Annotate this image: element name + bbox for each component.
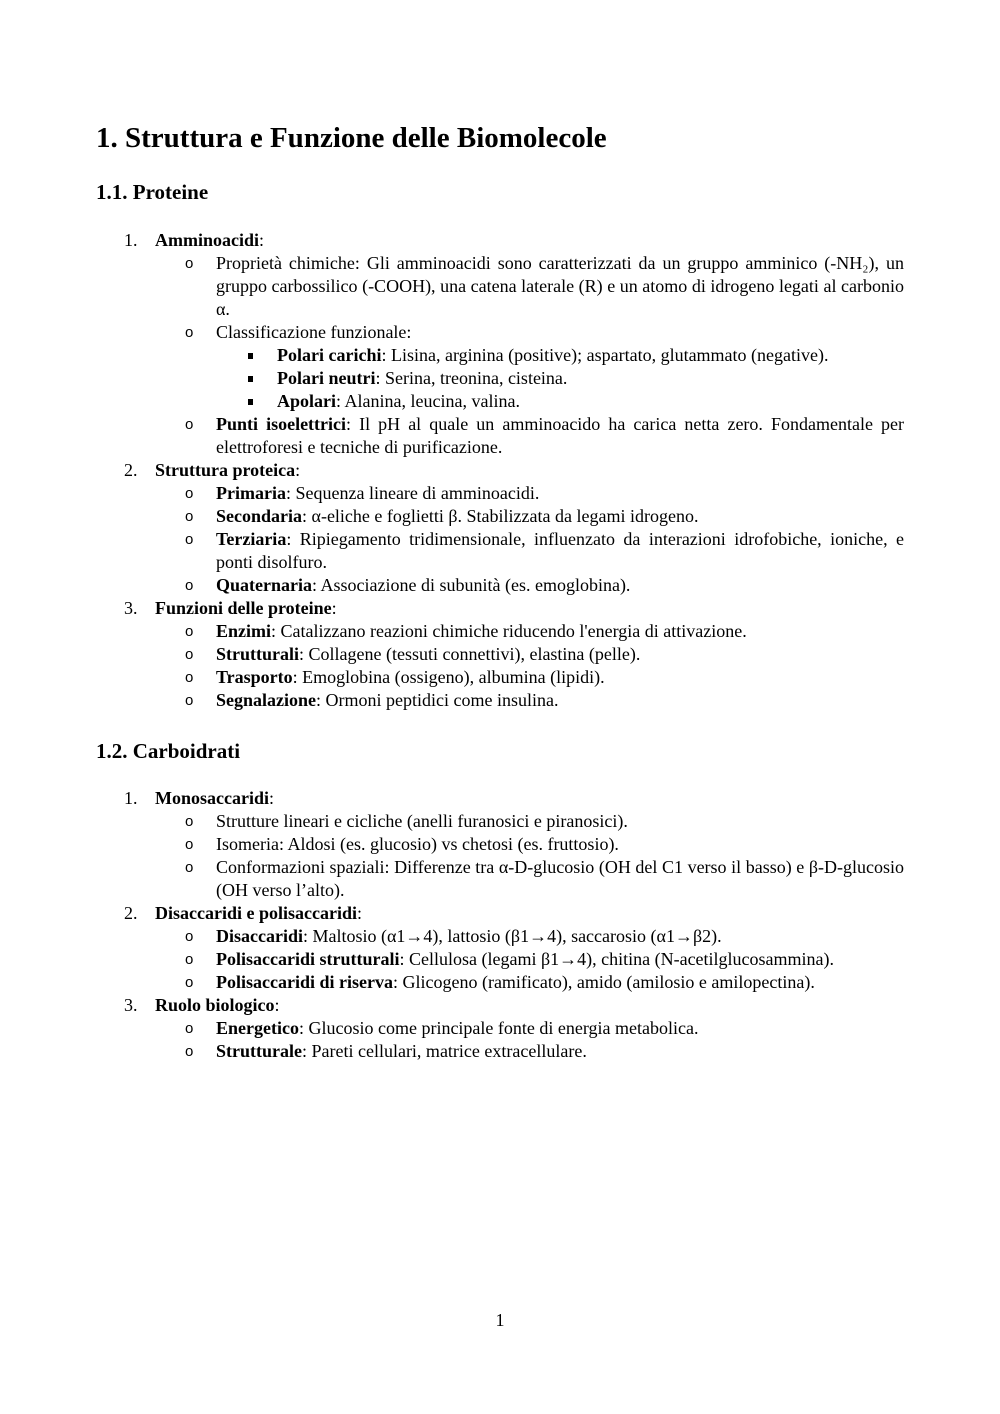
item-number: 3. xyxy=(124,995,138,1015)
item-title-text: Disaccaridi e polisaccaridi xyxy=(155,903,357,923)
list-item-text xyxy=(216,1040,904,1063)
list-item xyxy=(0,666,1000,689)
numbered-item xyxy=(0,459,1000,482)
nested-list-item xyxy=(0,367,1000,390)
page-number: 1 xyxy=(495,1310,505,1330)
bold-label: Quaternaria xyxy=(216,575,312,595)
item-title-colon: : xyxy=(295,460,301,480)
circle-bullet-icon: o xyxy=(185,623,194,640)
list-item xyxy=(0,1040,1000,1063)
list-item-text xyxy=(216,1017,904,1040)
item-title-colon: : xyxy=(274,995,280,1015)
bold-label: Polisaccaridi di riserva xyxy=(216,972,393,992)
list-item-text xyxy=(216,321,904,344)
item-text: : Alanina, leucina, valina. xyxy=(336,391,520,411)
square-bullet-icon xyxy=(248,399,253,405)
square-bullet-icon xyxy=(248,376,253,382)
circle-bullet-icon: o xyxy=(185,531,194,548)
list-item-text xyxy=(216,413,904,459)
list-item xyxy=(0,505,1000,528)
page-title: 1. Struttura e Funzione delle Biomolecole xyxy=(96,122,607,154)
item-text: : Catalizzano reazioni chimiche riducendo l'energia di attivazione. xyxy=(271,621,747,641)
list-item-text xyxy=(216,948,904,971)
circle-bullet-icon: o xyxy=(185,1043,194,1060)
list-item xyxy=(0,810,1000,833)
circle-bullet-icon: o xyxy=(185,669,194,686)
list-item-text xyxy=(216,528,904,574)
item-title xyxy=(155,597,1000,620)
bold-label: Segnalazione xyxy=(216,690,317,710)
list-item-text xyxy=(216,925,904,948)
item-text: : Serina, treonina, cisteina. xyxy=(375,368,568,388)
numbered-item xyxy=(0,994,1000,1017)
section-heading-carboidrati: 1.2. Carboidrati xyxy=(96,739,241,763)
list-item xyxy=(0,482,1000,505)
list-item xyxy=(0,856,1000,902)
list-item-text xyxy=(216,971,904,994)
list-item-text xyxy=(216,252,904,321)
circle-bullet-icon: o xyxy=(185,951,194,968)
circle-bullet-icon: o xyxy=(185,508,194,525)
item-text: Strutture lineari e cicliche (anelli furanosici e piranosici). xyxy=(216,811,628,831)
bold-label: Strutturali xyxy=(216,644,299,664)
item-text: : Cellulosa (legami β1→4), chitina (N-acetilglucosammina). xyxy=(399,949,835,969)
bold-label: Polari carichi xyxy=(277,345,382,365)
item-text: : Pareti cellulari, matrice extracellulare. xyxy=(301,1041,587,1061)
item-text: : Il pH al quale un amminoacido ha carica netta zero. Fondamentale per elettroforesi e tecniche di purificazione. xyxy=(216,414,904,457)
item-title-text: Ruolo biologico xyxy=(155,995,275,1015)
list-item xyxy=(0,1017,1000,1040)
item-text: : α-eliche e foglietti β. Stabilizzata da legami idrogeno. xyxy=(302,506,699,526)
item-title-text: Amminoacidi xyxy=(155,230,260,250)
item-text: : Ormoni peptidici come insulina. xyxy=(316,690,559,710)
item-text: : Ripiegamento tridimensionale, influenzato da interazioni idrofobiche, ioniche, e ponti disolfuro. xyxy=(216,529,904,572)
item-title-text: Monosaccaridi xyxy=(155,788,269,808)
bold-label: Energetico xyxy=(216,1018,299,1038)
circle-bullet-icon: o xyxy=(185,928,194,945)
circle-bullet-icon: o xyxy=(185,646,194,663)
circle-bullet-icon: o xyxy=(185,974,194,991)
list-item xyxy=(0,574,1000,597)
list-item-text xyxy=(216,666,904,689)
nested-list-item-text xyxy=(277,344,904,367)
item-title-colon: : xyxy=(259,230,265,250)
bold-label: Punti isoelettrici xyxy=(216,414,347,434)
nested-list-item xyxy=(0,390,1000,413)
item-text: : Emoglobina (ossigeno), albumina (lipidi). xyxy=(292,667,605,687)
list-item xyxy=(0,413,1000,459)
bold-label: Polari neutri xyxy=(277,368,376,388)
nested-list-item-text xyxy=(277,367,904,390)
item-title-colon: : xyxy=(356,903,362,923)
item-title xyxy=(155,787,1000,810)
item-number: 1. xyxy=(124,788,138,808)
item-title-text: Struttura proteica xyxy=(155,460,296,480)
item-text: Proprietà chimiche: Gli amminoacidi sono caratterizzati da un gruppo amminico (-NH₂), un gruppo carbossilico (-COOH), una catena laterale (R) e un atomo di idrogeno legati al carbonio α. xyxy=(216,253,904,319)
circle-bullet-icon: o xyxy=(185,485,194,502)
item-number: 2. xyxy=(124,460,138,480)
bold-label: Apolari xyxy=(277,391,337,411)
bold-label: Terziaria xyxy=(216,529,287,549)
item-text: : Sequenza lineare di amminoacidi. xyxy=(285,483,540,503)
section-heading-proteine: 1.1. Proteine xyxy=(96,180,209,204)
item-text: : Maltosio (α1→4), lattosio (β1→4), saccarosio (α1→β2). xyxy=(303,926,722,946)
circle-bullet-icon: o xyxy=(185,1020,194,1037)
list-item-text xyxy=(216,505,904,528)
circle-bullet-icon: o xyxy=(185,416,194,433)
list-item xyxy=(0,689,1000,712)
list-item xyxy=(0,833,1000,856)
circle-bullet-icon: o xyxy=(185,577,194,594)
item-title-colon: : xyxy=(331,598,337,618)
section-list-carboidrati xyxy=(0,787,1000,1063)
item-text: : Collagene (tessuti connettivi), elastina (pelle). xyxy=(299,644,641,664)
bold-label: Polisaccaridi strutturali xyxy=(216,949,400,969)
list-item-text xyxy=(216,856,904,902)
circle-bullet-icon: o xyxy=(185,324,194,341)
bold-label: Trasporto xyxy=(216,667,293,687)
item-number: 3. xyxy=(124,598,138,618)
bold-label: Secondaria xyxy=(216,506,303,526)
bold-label: Disaccaridi xyxy=(216,926,303,946)
circle-bullet-icon: o xyxy=(185,813,194,830)
bold-label: Enzimi xyxy=(216,621,272,641)
circle-bullet-icon: o xyxy=(185,836,194,853)
list-item-text xyxy=(216,620,904,643)
item-title xyxy=(155,902,1000,925)
list-item xyxy=(0,321,1000,344)
list-item xyxy=(0,620,1000,643)
item-title xyxy=(155,229,1000,252)
list-item xyxy=(0,971,1000,994)
list-item xyxy=(0,252,1000,321)
item-text: : Associazione di subunità (es. emoglobina). xyxy=(312,575,631,595)
nested-list-item-text xyxy=(277,390,904,413)
bold-label: Strutturale xyxy=(216,1041,302,1061)
bold-label: Primaria xyxy=(216,483,286,503)
circle-bullet-icon: o xyxy=(185,859,194,876)
numbered-item xyxy=(0,229,1000,252)
item-number: 1. xyxy=(124,230,138,250)
list-item-text xyxy=(216,689,904,712)
list-item xyxy=(0,925,1000,948)
list-item-text xyxy=(216,574,904,597)
numbered-item xyxy=(0,902,1000,925)
item-title xyxy=(155,459,1000,482)
item-text: : Glucosio come principale fonte di energia metabolica. xyxy=(298,1018,699,1038)
item-title-text: Funzioni delle proteine xyxy=(155,598,332,618)
item-title xyxy=(155,994,1000,1017)
square-bullet-icon xyxy=(248,353,253,359)
list-item-text xyxy=(216,643,904,666)
list-item xyxy=(0,948,1000,971)
numbered-item xyxy=(0,787,1000,810)
item-text: : Lisina, arginina (positive); aspartato, glutammato (negative). xyxy=(381,345,829,365)
item-title-colon: : xyxy=(269,788,275,808)
item-number: 2. xyxy=(124,903,138,923)
list-item xyxy=(0,528,1000,574)
circle-bullet-icon: o xyxy=(185,255,194,272)
item-text: Conformazioni spaziali: Differenze tra α-D-glucosio (OH del C1 verso il basso) e β-D-glucosio (OH verso l’alto). xyxy=(216,857,904,900)
numbered-item xyxy=(0,597,1000,620)
item-text: Isomeria: Aldosi (es. glucosio) vs chetosi (es. fruttosio). xyxy=(216,834,619,854)
circle-bullet-icon: o xyxy=(185,692,194,709)
nested-list-item xyxy=(0,344,1000,367)
list-item xyxy=(0,643,1000,666)
section-list-proteine xyxy=(0,229,1000,712)
item-text: Classificazione funzionale: xyxy=(216,322,412,342)
list-item-text xyxy=(216,810,904,833)
list-item-text xyxy=(216,833,904,856)
item-text: : Glicogeno (ramificato), amido (amilosio e amilopectina). xyxy=(392,972,815,992)
list-item-text xyxy=(216,482,904,505)
